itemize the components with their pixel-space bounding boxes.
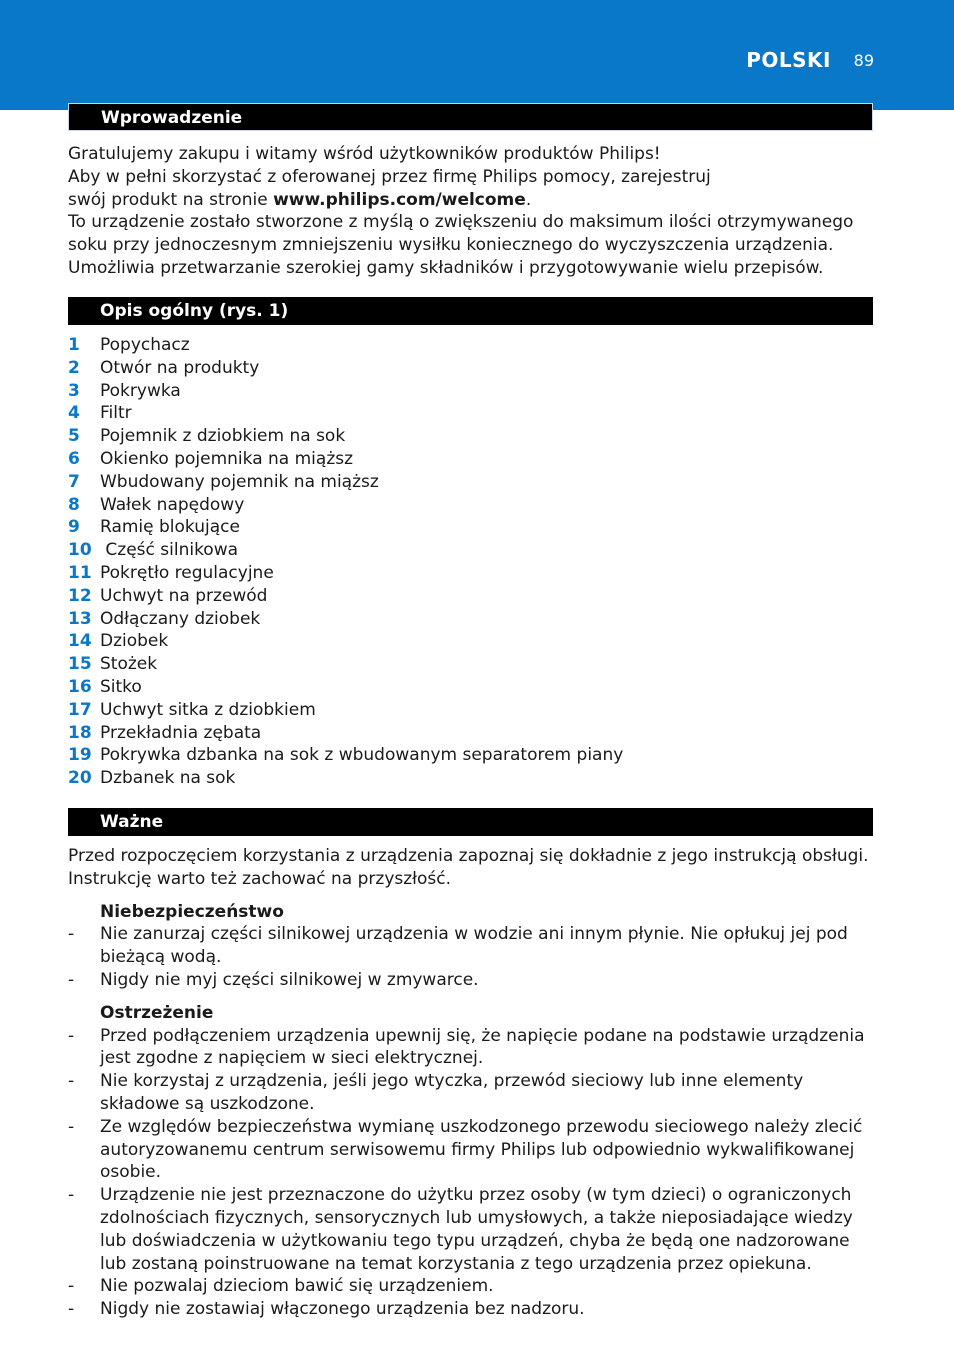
part-number: 16 [68, 676, 92, 697]
part-label: Dziobek [100, 631, 169, 652]
parts-list-item [68, 562, 873, 585]
part-label: Wałek napędowy [100, 494, 245, 515]
part-label: Odłączany dziobek [100, 608, 261, 629]
danger-list [68, 923, 873, 991]
parts-list-item [68, 676, 873, 699]
section-title-overview: Opis ogólny (rys. 1) [68, 297, 873, 325]
section-title-important: Ważne [68, 808, 873, 836]
part-number: 13 [68, 608, 92, 629]
bullet-text: Urządzenie nie jest przeznaczone do użytku przez osoby (w tym dzieci) o ograniczonych zdolnościach fizycznych, sensorycznych lub umysłowych, a także nieposiadające wiedzy lub doświadczenia w użytkowaniu tego typu urządzeń, chyba że będą one nadzorowane lub zostaną poinstruowane na temat korzystania z tego urządzenia przez opiekuna. [100, 1185, 853, 1274]
parts-list-item [68, 722, 873, 745]
part-label: Pokrętło regulacyjne [100, 562, 274, 583]
parts-list-item [68, 608, 873, 631]
part-number: 10 [68, 540, 92, 561]
overview-section [68, 297, 873, 790]
part-label: Filtr [100, 403, 132, 424]
parts-list-item [68, 357, 873, 380]
intro-line-3-post: . [525, 189, 532, 210]
warning-list [68, 1025, 873, 1321]
parts-list-item [68, 380, 873, 403]
part-number: 18 [68, 722, 92, 743]
section-title-intro: Wprowadzenie [68, 103, 873, 131]
part-label: Część silnikowa [100, 540, 239, 561]
intro-line-1: Gratulujemy zakupu i witamy wśród użytkowników produktów Philips! [68, 144, 661, 164]
part-number: 3 [68, 380, 80, 401]
important-section [68, 808, 873, 1321]
bullet-text: Nie korzystaj z urządzenia, jeśli jego wtyczka, przewód sieciowy lub inne elementy składowe są uszkodzone. [100, 1071, 804, 1114]
part-number: 12 [68, 585, 92, 606]
language-label: POLSKI [746, 48, 831, 72]
part-number: 14 [68, 631, 92, 652]
parts-list-item [68, 471, 873, 494]
parts-list-item [68, 334, 873, 357]
bullet-dash: - [68, 1276, 75, 1297]
important-intro: Przed rozpoczęciem korzystania z urządzenia zapoznaj się dokładnie z jego instrukcją obsługi. Instrukcję warto też zachować na przyszłość. [68, 846, 869, 889]
parts-list-item [68, 744, 873, 767]
part-label: Otwór na produkty [100, 357, 260, 378]
part-number: 17 [68, 699, 92, 720]
parts-list-item [68, 630, 873, 653]
part-label: Uchwyt na przewód [100, 585, 268, 606]
parts-list-item [68, 448, 873, 471]
bullet-dash: - [68, 924, 75, 945]
intro-line-2: Aby w pełni skorzystać z oferowanej przez firmę Philips pomocy, zarejestruj [68, 166, 711, 187]
bullet-item [68, 1116, 873, 1184]
parts-list-item [68, 402, 873, 425]
part-label: Ramię blokujące [100, 517, 240, 538]
part-number: 2 [68, 357, 80, 378]
part-label: Przekładnia zębata [100, 722, 262, 743]
philips-website-link[interactable]: www.philips.com/welcome [273, 189, 526, 210]
part-label: Pokrywka [100, 380, 181, 401]
parts-list-item [68, 516, 873, 539]
bullet-item [68, 1070, 873, 1116]
bullet-text: Nigdy nie zostawiaj włączonego urządzenia bez nadzoru. [100, 1299, 585, 1320]
part-number: 8 [68, 494, 80, 515]
bullet-dash: - [68, 1071, 75, 1092]
intro-paragraph-2: To urządzenie zostało stworzone z myślą o zwiększeniu do maksimum ilości otrzymywanego soku przy jednoczesnym zmniejszeniu wysiłku koniecznego do wyczyszczenia urządzenia. Umożliwia przetwarzanie szerokiej gamy składników i przygotowywanie wielu przepisów. [68, 212, 854, 278]
part-label: Pojemnik z dziobkiem na sok [100, 426, 346, 447]
part-label: Pokrywka dzbanka na sok z wbudowanym separatorem piany [100, 745, 624, 766]
part-number: 19 [68, 745, 92, 766]
bullet-dash: - [68, 1299, 75, 1320]
bullet-dash: - [68, 1025, 75, 1046]
part-number: 15 [68, 654, 92, 675]
bullet-text: Przed podłączeniem urządzenia upewnij się, że napięcie podane na podstawie urządzenia jest zgodne z napięciem w sieci elektrycznej. [100, 1025, 865, 1069]
bullet-dash: - [68, 1185, 75, 1206]
part-number: 20 [68, 768, 92, 789]
part-number: 9 [68, 517, 80, 538]
warning-heading: Ostrzeżenie [100, 1002, 214, 1023]
danger-heading: Niebezpieczeństwo [100, 901, 284, 922]
part-label: Sitko [100, 676, 142, 697]
header-band [0, 0, 954, 110]
part-number: 4 [68, 403, 80, 424]
part-number: 7 [68, 471, 80, 492]
parts-list-item [68, 494, 873, 517]
intro-line-3-pre: swój produkt na stronie [68, 189, 274, 210]
part-label: Uchwyt sitka z dziobkiem [100, 699, 316, 720]
parts-list-item [68, 699, 873, 722]
bullet-item [68, 1275, 873, 1298]
bullet-item [68, 1025, 873, 1071]
page-number: 89 [853, 51, 874, 70]
bullet-text: Nie zanurzaj części silnikowej urządzenia w wodzie ani innym płynie. Nie opłukuj jej pod bieżącą wodą. [100, 924, 848, 968]
bullet-item [68, 923, 873, 969]
part-label: Wbudowany pojemnik na miąższ [100, 471, 379, 492]
bullet-item [68, 1298, 873, 1321]
bullet-text: Ze względów bezpieczeństwa wymianę uszkodzonego przewodu sieciowego należy zlecić autoryzowanemu centrum serwisowemu firmy Philips lub odpowiednio wykwalifikowanej osobie. [100, 1116, 863, 1183]
part-label: Popychacz [100, 335, 190, 355]
part-label: Okienko pojemnika na miąższ [100, 448, 354, 469]
parts-list-item [68, 585, 873, 608]
bullet-dash: - [68, 969, 75, 990]
bullet-text: Nigdy nie myj części silnikowej w zmywarce. [100, 969, 479, 990]
part-number: 5 [68, 426, 80, 447]
parts-list-item [68, 767, 873, 790]
bullet-item [68, 969, 873, 992]
part-number: 6 [68, 448, 80, 469]
part-label: Dzbanek na sok [100, 768, 236, 789]
bullet-item [68, 1184, 873, 1275]
parts-list-item [68, 425, 873, 448]
parts-list [68, 334, 873, 790]
parts-list-item [68, 653, 873, 676]
bullet-text: Nie pozwalaj dzieciom bawić się urządzeniem. [100, 1276, 494, 1297]
part-label: Stożek [100, 654, 158, 675]
intro-line-3 [68, 189, 873, 212]
part-number: 1 [68, 335, 80, 355]
intro-section [68, 103, 873, 280]
parts-list-item [68, 539, 873, 562]
part-number: 11 [68, 562, 92, 583]
bullet-dash: - [68, 1116, 75, 1137]
